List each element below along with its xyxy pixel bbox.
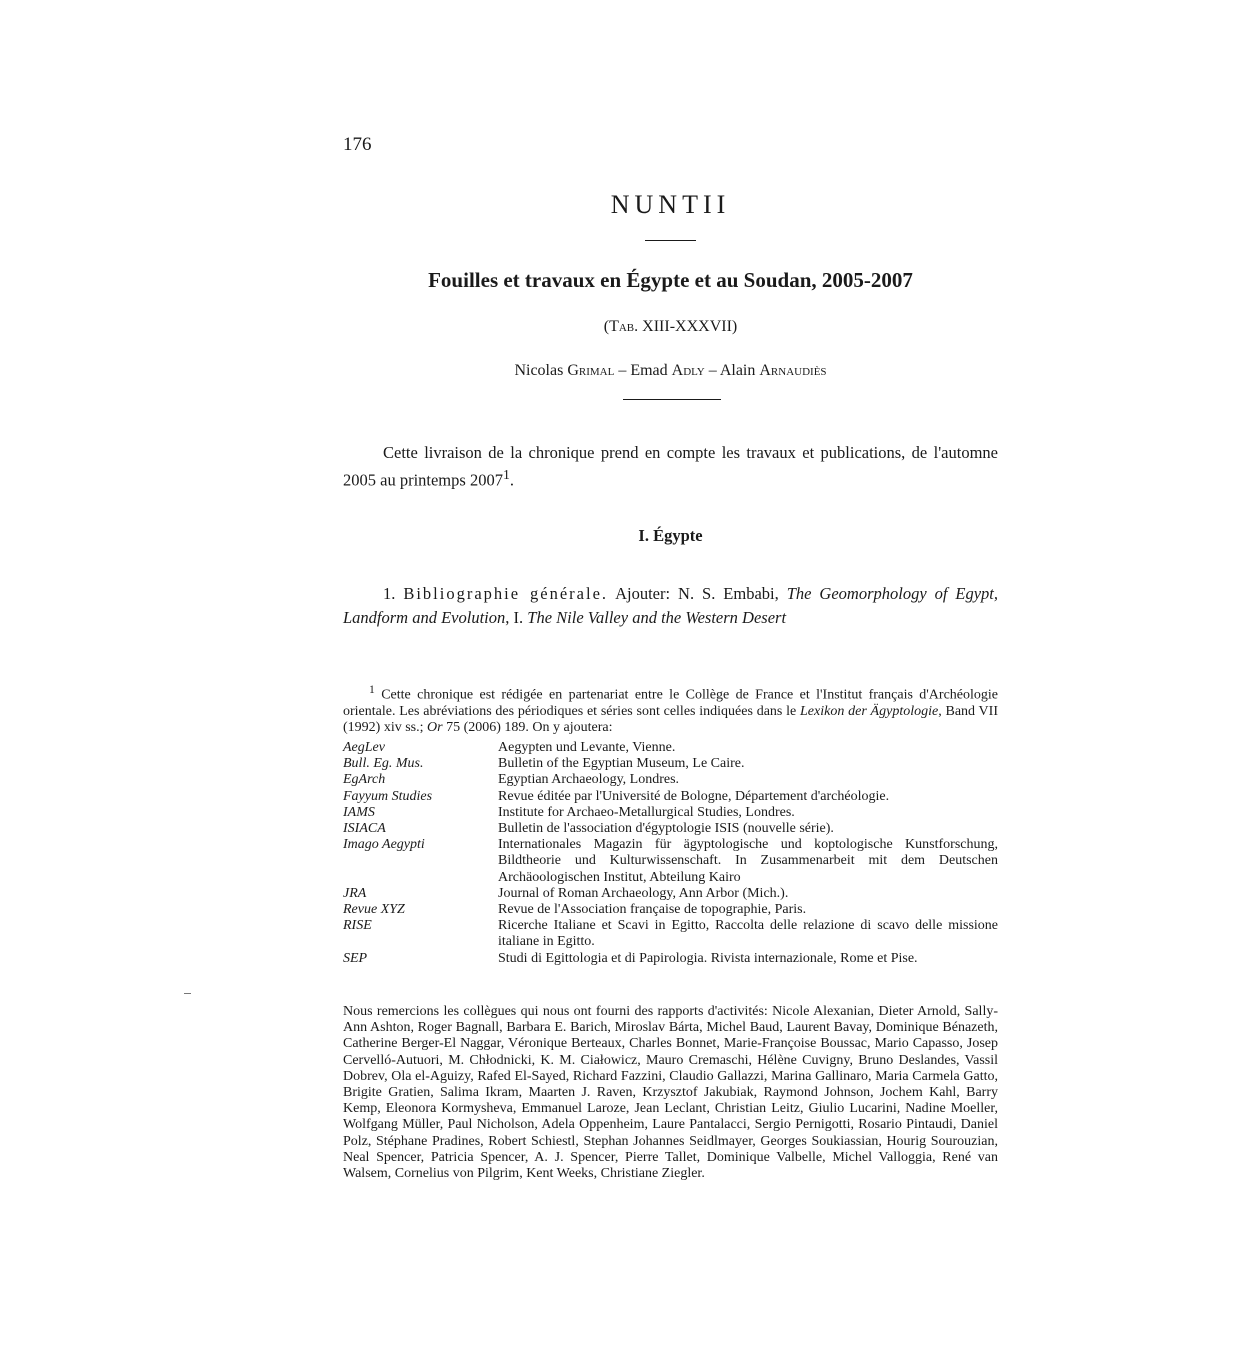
author-separator: –: [614, 362, 631, 379]
author-2-first: Emad: [630, 362, 668, 379]
footnote-italic-1: Lexikon der Ägyptologie: [800, 703, 939, 719]
abbreviation-description: Revue éditée par l'Université de Bologne, Département d'archéologie.: [498, 788, 890, 804]
abbreviation: AegLev: [343, 740, 385, 755]
body-paragraph: [343, 582, 998, 630]
page-number: 176: [343, 134, 372, 155]
plates-range: XIII-XXXVII): [638, 318, 738, 335]
author-2-last: Adly: [671, 362, 705, 379]
author-separator: –: [704, 362, 720, 379]
abbreviation-description: Journal of Roman Archaeology, Ann Arbor (Mich.).: [498, 885, 789, 901]
abbreviation-description: Aegypten und Levante, Vienne.: [498, 740, 676, 755]
table-row: [343, 951, 998, 967]
abbreviation: Bull. Eg. Mus.: [343, 756, 424, 772]
authors-rule: [623, 399, 721, 400]
section-title: NUNTII: [610, 190, 731, 219]
abbreviation-description: Egyptian Archaeology, Londres.: [498, 772, 680, 788]
abbreviation-description: Ricerche Italiane et Scavi in Egitto, Raccolta delle relazione di scavo delle missione italiane in Egitto.: [498, 918, 998, 950]
intro-end: .: [509, 470, 514, 490]
footnote-italic-2: Or: [427, 720, 443, 736]
table-row: [343, 821, 998, 837]
table-row: [343, 740, 998, 756]
abbreviation: EgArch: [343, 772, 386, 788]
footnote-mark: 1: [369, 683, 375, 696]
intro-paragraph: [343, 442, 998, 492]
book-title: The Geomorphology of Egypt, Landform and Evolution: [343, 584, 999, 627]
abbreviation: ISIACA: [343, 821, 386, 837]
table-row: [343, 918, 998, 950]
abbreviation-description: Bulletin de l'association d'égyptologie ISIS (nouvelle série).: [498, 821, 834, 837]
abbreviation: Fayyum Studies: [343, 788, 433, 804]
acknowledgements: Nous remercions les collègues qui nous ont fourni des rapports d'activités: Nicole Alexanian, Dieter Arnold, Sally-Ann Ashton, Roger Bagnall, Barbara E. Barich, Miroslav Bárta, Michel Baud, Laurent Bavay, Dominique Bénazeth, Catherine Berger-El Naggar, Véronique Berteaux, Charles Bonnet, Marie-Françoise Boussac, Mario Capasso, Josep Cervelló-Autuori, M. Chłodnicki, K. M. Ciałowicz, Mauro Cremaschi, Hélène Cuvigny, Bruno Deslandes, Vassil Dobrev, Ola el-Aguizy, Rafed El-Sayed, Richard Fazzini, Claudio Gallazzi, Marina Gallinaro, Maria Carmela Gatto, Brigite Gratien, Salima Ikram, Maarten J. Raven, Krzysztof Jakubiak, Raymond Johnson, Jochem Kahl, Barry Kemp, Eleonora Kormysheva, Emmanuel Laroze, Jean Leclant, Christian Leitz, Giulio Lucarini, Nadine Moeller, Wolfgang Müller, Paul Nicholson, Adela Oppenheim, Laure Pantalacci, Sergio Pernigotti, Rosario Pintaudi, Daniel Polz, Stéphane Pradines, Robert Schiestl, Stephan Johannes Seidlmayer, Georges Soukiassian, Hourig Sourouzian, Neal Spencer, Patricia Spencer, A. J. Spencer, Pierre Tallet, Dominique Valbelle, Michel Valloggia, René van Walsem, Cornelius von Pilgrim, Kent Weeks, Christiane Ziegler.: [343, 1004, 998, 1182]
author-3-first: Alain: [719, 362, 756, 379]
table-row: [343, 756, 998, 772]
abbreviation-description: Revue de l'Association française de topographie, Paris.: [498, 902, 807, 918]
footnote-text-2: , Band VII (1992) xiv ss.;: [343, 703, 998, 736]
abbreviation: JRA: [343, 885, 367, 901]
table-row: [343, 805, 998, 821]
footnote-ref: 1: [502, 467, 510, 482]
table-row: [343, 902, 998, 918]
plates-open: (: [603, 318, 610, 335]
footnote-text-3: 75 (2006) 189. On y ajoutera:: [442, 720, 613, 736]
abbreviation: RISE: [343, 918, 372, 934]
plates-label: Tab.: [609, 318, 639, 335]
abbreviation: SEP: [343, 950, 368, 966]
author-1-last: Grimal: [567, 362, 615, 379]
table-row: [343, 772, 998, 788]
paragraph-mid: , I.: [505, 608, 528, 627]
section-heading: I. Égypte: [638, 526, 703, 545]
author-1-first: Nicolas: [514, 362, 564, 379]
table-row: [343, 837, 998, 886]
paragraph-lead: Ajouter: N. S. Embabi,: [608, 584, 787, 603]
abbreviation-description: Bulletin of the Egyptian Museum, Le Caire.: [498, 756, 745, 772]
table-row: [343, 789, 998, 805]
footnote-text-1: Cette chronique est rédigée en partenariat entre le Collège de France et l'Institut français d'Archéologie orientale. Les abréviations des périodiques et séries sont celles indiquées dans le: [343, 687, 998, 719]
intro-text: Cette livraison de la chronique prend en compte les travaux et publications, de l'automne 2005 au printemps 2007: [343, 443, 998, 490]
abbreviation-description: Institute for Archaeo-Metallurgical Studies, Londres.: [498, 804, 795, 820]
abbreviations-table: [343, 740, 998, 967]
section-title-rule: [645, 240, 696, 241]
article-title: Fouilles et travaux en Égypte et au Soudan, 2005-2007: [428, 268, 913, 292]
abbreviation: Imago Aegypti: [343, 837, 425, 853]
author-3-last: Arnaudiès: [759, 362, 827, 379]
paragraph-number: 1.: [383, 584, 396, 603]
abbreviation: IAMS: [343, 804, 375, 820]
paragraph-heading: Bibliographie générale.: [403, 584, 609, 603]
abbreviation-description: Studi di Egittologia et di Papirologia. Rivista internazionale, Rome et Pise.: [498, 950, 918, 966]
author-line: [343, 362, 998, 380]
abbreviation-description: Internationales Magazin für ägyptologische und koptologische Kunstforschung, Bildtheorie und Kulturwissenschaft. In Zusammenarbeit mit dem Deutschen Archäoologischen Institut, Abteilung Kairo: [498, 837, 998, 885]
plates-reference: [343, 318, 998, 336]
table-row: [343, 886, 998, 902]
abbreviation: Revue XYZ: [343, 902, 405, 918]
volume-title: The Nile Valley and the Western Desert: [527, 608, 787, 627]
scan-mark: [184, 993, 191, 994]
footnote: [343, 682, 998, 736]
